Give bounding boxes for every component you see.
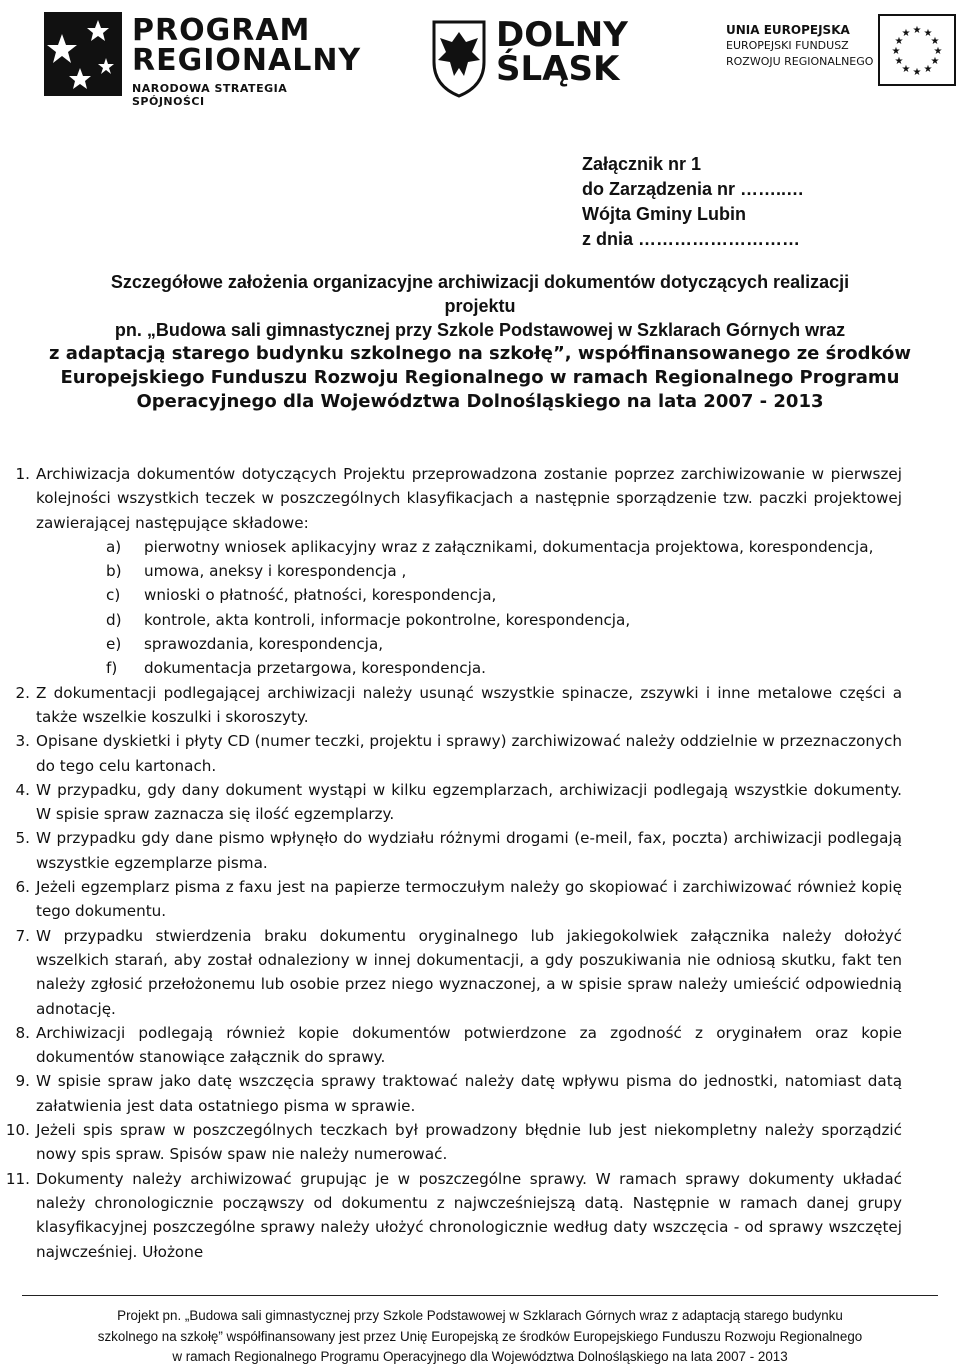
sub-item-text: sprawozdania, korespondencja, [144,635,384,654]
sub-list-item [0,632,960,656]
annex-issuer: Wójta Gminy Lubin [582,204,746,224]
sub-item-text: pierwotny wniosek aplikacyjny wraz z załącznikami, dokumentacja projektowa, korespondencja, [144,537,874,556]
item-number: 10. [5,1121,30,1140]
item-number: 9. [15,1072,30,1091]
svg-text:★: ★ [901,64,911,75]
item-text: W przypadku stwierdzenia braku dokumentu oryginalnego lub jakiegokolwiek załącznika należy dołożyć wszelkich starań, aby został odnaleziony w innej dokumentacji, a gdy poszukiwania nie odniosą skutku, fakt ten należy zgłosić przełożonemu lub osobie przez niego wyznaczonej, a w spisie spraw należy umieścić odpowiednią adnotację. [36,926,902,1018]
item-number: 5. [15,829,30,848]
title-line4: z adaptacją starego budynku szkolnego na szkołę”, współfinansowanego ze środków [49,343,911,364]
eu-logo-line1: UNIA EUROPEJSKA [726,23,850,37]
sub-item-letter: f) [106,659,118,678]
instructions-list [0,462,960,1264]
footer-line2: szkolnego na szkołę” współfinansowany jest przez Unię Europejską ze środków Europejskiego Funduszu Rozwoju Regionalnego [97,1328,863,1344]
title-line3: pn. „Budowa sali gimnastycznej przy Szkole Podstawowej w Szklarach Górnych wraz [114,320,846,340]
list-item [0,1069,960,1118]
list-item [0,1021,960,1070]
item-text: Opisane dyskietki i płyty CD (numer teczki, projektu i sprawy) zarchiwizować należy oddzielnie w przeznaczonych do tego celu kartonach. [36,732,902,775]
svg-text:★: ★ [930,36,940,47]
dolny-slask-logo [428,15,628,98]
eu-flag-icon [878,14,956,86]
annex-number: Załącznik nr 1 [582,154,702,174]
eu-logo [726,14,956,94]
program-logo-line3: NARODOWA STRATEGIA SPÓJNOŚCI [132,82,288,108]
item-number: 8. [15,1023,30,1042]
list-item [0,729,960,778]
footer-line3: w ramach Regionalnego Programu Operacyjnego dla Województwa Dolnośląskiego na lata 2007 - 2013 [172,1349,788,1364]
item-text: W przypadku, gdy dany dokument wystąpi w kilku egzemplarzach, archiwizacji podlegają wszystkie dokumenty. W spisie spraw zaznacza się ilość egzemplarzy. [36,780,902,824]
list-item [0,924,960,1021]
svg-text:★: ★ [923,64,933,75]
svg-text:★: ★ [894,56,904,67]
sub-item-text: kontrole, akta kontroli, informacje pokontrolne, korespondencja, [144,610,631,629]
eagle-crest-icon [428,18,490,98]
region-logo-line2: ŚLĄSK [496,49,620,89]
title-line1: Szczegółowe założenia organizacyjne archiwizacji dokumentów dotyczących realizacji [110,272,850,292]
sub-item-text: umowa, aneksy i korespondencja , [144,562,407,581]
item-text: W spisie spraw jako datę wszczęcia sprawy traktować należy datę wpływu pisma do jednostki, natomiast datą załatwienia jest data ostatniego pisma w sprawie. [36,1072,902,1115]
footer-divider [22,1295,938,1296]
svg-text:★: ★ [901,28,911,39]
eu-logo-line2: EUROPEJSKI FUNDUSZ [726,39,849,52]
document-title [14,270,946,414]
item-text: W przypadku gdy dane pismo wpłynęło do wydziału różnymi drogami (e-meil, fax, poczta) archiwizacji podlegają wszystkie egzemplarze pisma. [36,829,902,872]
list-item [0,462,960,535]
sub-item-letter: a) [106,537,122,556]
annex-header [582,152,804,252]
item-number: 2. [15,683,30,702]
item-text: Archiwizacji podlegają również kopie dokumentów potwierdzone za zgodność z oryginałem oraz kopie dokumentów stanowiące załącznik do sprawy. [36,1023,902,1067]
footer-line1: Projekt pn. „Budowa sali gimnastycznej przy Szkole Podstawowej w Szklarach Górnych wraz z adaptacją starego budynku [117,1308,843,1323]
sub-item-letter: b) [106,562,122,581]
title-line5: Europejskiego Funduszu Rozwoju Regionalnego w ramach Regionalnego Programu [60,367,900,388]
list-item [0,778,960,827]
list-item [0,681,960,730]
item-text: Dokumenty należy archiwizować grupując je w poszczególne sprawy. W ramach sprawy dokumenty układać należy chronologicznie począwszy od dokumentu z najwcześniejszą datą. Następnie w ramach danej grupy klasyfikacyjnej poszczególne sprawy należy ułożyć chronologicznie według daty wszczęcia - od sprawy wszczętej najwcześniej. Ułożone [36,1169,902,1261]
item-text: Jeżeli spis spraw w poszczególnych teczkach był prowadzony błędnie lub jest niekompletny należy sporządzić nowy spis spraw. Spisów spaw nie należy numerować. [36,1121,902,1164]
title-line2: projektu [444,296,516,316]
program-regionalny-logo [40,6,362,108]
annex-order: do Zarządzenia nr ……..… [582,179,805,199]
region-logo-line1: DOLNY [496,15,628,55]
svg-text:★: ★ [912,67,922,78]
item-number: 6. [15,878,30,897]
sub-item-letter: e) [106,635,122,654]
eu-logo-line3: ROZWOJU REGIONALNEGO [726,55,874,68]
svg-text:★: ★ [930,56,940,67]
logo-header [0,0,960,110]
item-number: 4. [15,780,30,799]
item-text: Jeżeli egzemplarz pisma z faxu jest na papierze termoczułym należy go skopiować i zarchiwizować również kopię tego dokumentu. [36,878,902,921]
item-number: 1. [15,465,30,483]
sub-item-text: dokumentacja przetargowa, korespondencja. [144,659,486,678]
sub-item-letter: c) [106,586,121,605]
sub-item-text: wnioski o płatność, płatności, korespondencja, [144,586,497,605]
svg-text:★: ★ [894,36,904,47]
sub-list-item [0,608,960,632]
item-text: Archiwizacja dokumentów dotyczących Projektu przeprowadzona zostanie poprzez zarchiwizowanie w pierwszej kolejności wszystkich teczek w poszczególnych klasyfikacjach a następnie sporządzenie tzw. paczki projektowej zawierającej następujące składowe: [36,465,902,532]
list-item [0,1167,960,1264]
svg-text:★: ★ [912,25,922,36]
list-item [0,1118,960,1167]
sub-list-item [0,535,960,559]
star-mark-icon [40,6,126,102]
svg-text:★: ★ [891,46,901,57]
page-footer [0,1306,960,1368]
annex-date: z dnia ……………………… [582,229,801,249]
item-number: 7. [15,926,30,945]
sub-item-letter: d) [106,610,122,629]
svg-text:★: ★ [923,28,933,39]
svg-text:★: ★ [933,46,943,57]
program-logo-line2: REGIONALNY [132,43,362,78]
list-item [0,875,960,924]
item-number: 3. [15,732,30,751]
item-number: 11. [5,1169,30,1188]
title-line6: Operacyjnego dla Województwa Dolnośląskiego na lata 2007 - 2013 [136,391,824,412]
sub-list-item [0,656,960,680]
sub-list-item [0,583,960,607]
sub-list-item [0,559,960,583]
program-logo-line1: PROGRAM [132,13,311,48]
item-text: Z dokumentacji podlegającej archiwizacji należy usunąć wszystkie spinacze, zszywki i inne metalowe części a także wszelkie koszulki i skoroszyty. [36,683,902,726]
list-item [0,826,960,875]
